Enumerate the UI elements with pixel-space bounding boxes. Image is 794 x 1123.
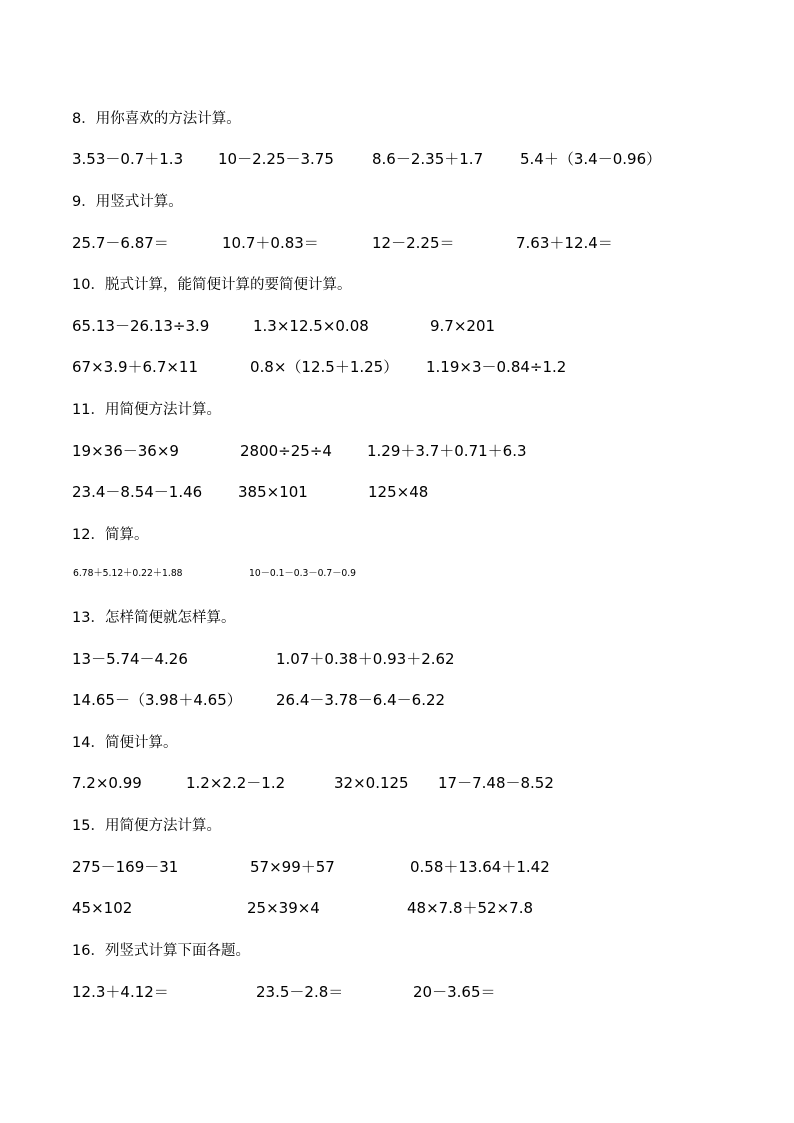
expression: 125×48 — [368, 483, 429, 501]
expression: 26.4－3.78－6.4－6.22 — [276, 691, 446, 709]
expression: 12－2.25＝ — [372, 234, 455, 252]
expression: 1.29＋3.7＋0.71＋6.3 — [367, 442, 527, 460]
question-13-heading: 13．怎样简便就怎样算。 — [72, 610, 236, 626]
expression: 23.4－8.54－1.46 — [72, 483, 203, 501]
question-14-heading: 14．简便计算。 — [72, 735, 178, 751]
question-15-heading: 15．用简便方法计算。 — [72, 818, 221, 834]
expression: 1.2×2.2－1.2 — [186, 774, 286, 792]
expression: 3.53－0.7＋1.3 — [72, 150, 184, 168]
expression: 12.3＋4.12＝ — [72, 983, 169, 1001]
expression: 32×0.125 — [334, 774, 409, 792]
question-9-heading: 9．用竖式计算。 — [72, 194, 183, 210]
expression: 48×7.8＋52×7.8 — [407, 899, 534, 917]
expression: 19×36－36×9 — [72, 442, 179, 460]
expression: 2800÷25÷4 — [240, 442, 332, 460]
expression: 1.07＋0.38＋0.93＋2.62 — [276, 650, 455, 668]
expression: 14.65－（3.98＋4.65） — [72, 691, 242, 709]
expression: 1.19×3－0.84÷1.2 — [426, 358, 567, 376]
expression: 385×101 — [238, 483, 308, 501]
expression: 25.7－6.87＝ — [72, 234, 169, 252]
expression: 17－7.48－8.52 — [438, 774, 554, 792]
question-16-heading: 16．列竖式计算下面各题。 — [72, 943, 250, 959]
expression: 65.13－26.13÷3.9 — [72, 317, 210, 335]
expression: 7.2×0.99 — [72, 774, 142, 792]
expression: 20－3.65＝ — [413, 983, 496, 1001]
expression: 10－0.1－0.3－0.7－0.9 — [249, 568, 357, 579]
question-11-heading: 11．用简便方法计算。 — [72, 402, 221, 418]
expression: 10.7＋0.83＝ — [222, 234, 319, 252]
expression: 6.78＋5.12＋0.22＋1.88 — [73, 568, 183, 579]
expression: 10－2.25－3.75 — [218, 150, 334, 168]
expression: 9.7×201 — [430, 317, 496, 335]
question-10-heading: 10．脱式计算，能简便计算的要简便计算。 — [72, 277, 352, 293]
expression: 57×99＋57 — [250, 858, 335, 876]
expression: 13－5.74－4.26 — [72, 650, 188, 668]
expression: 67×3.9＋6.7×11 — [72, 358, 199, 376]
expression: 0.8×（12.5＋1.25） — [250, 358, 399, 376]
expression: 1.3×12.5×0.08 — [253, 317, 369, 335]
expression: 23.5－2.8＝ — [256, 983, 344, 1001]
expression: 8.6－2.35＋1.7 — [372, 150, 484, 168]
expression: 7.63＋12.4＝ — [516, 234, 613, 252]
question-8-heading: 8．用你喜欢的方法计算。 — [72, 111, 241, 127]
expression: 5.4＋（3.4－0.96） — [520, 150, 662, 168]
expression: 0.58＋13.64＋1.42 — [410, 858, 550, 876]
expression: 45×102 — [72, 899, 133, 917]
question-12-heading: 12．简算。 — [72, 527, 149, 543]
expression: 25×39×4 — [247, 899, 320, 917]
expression: 275－169－31 — [72, 858, 179, 876]
